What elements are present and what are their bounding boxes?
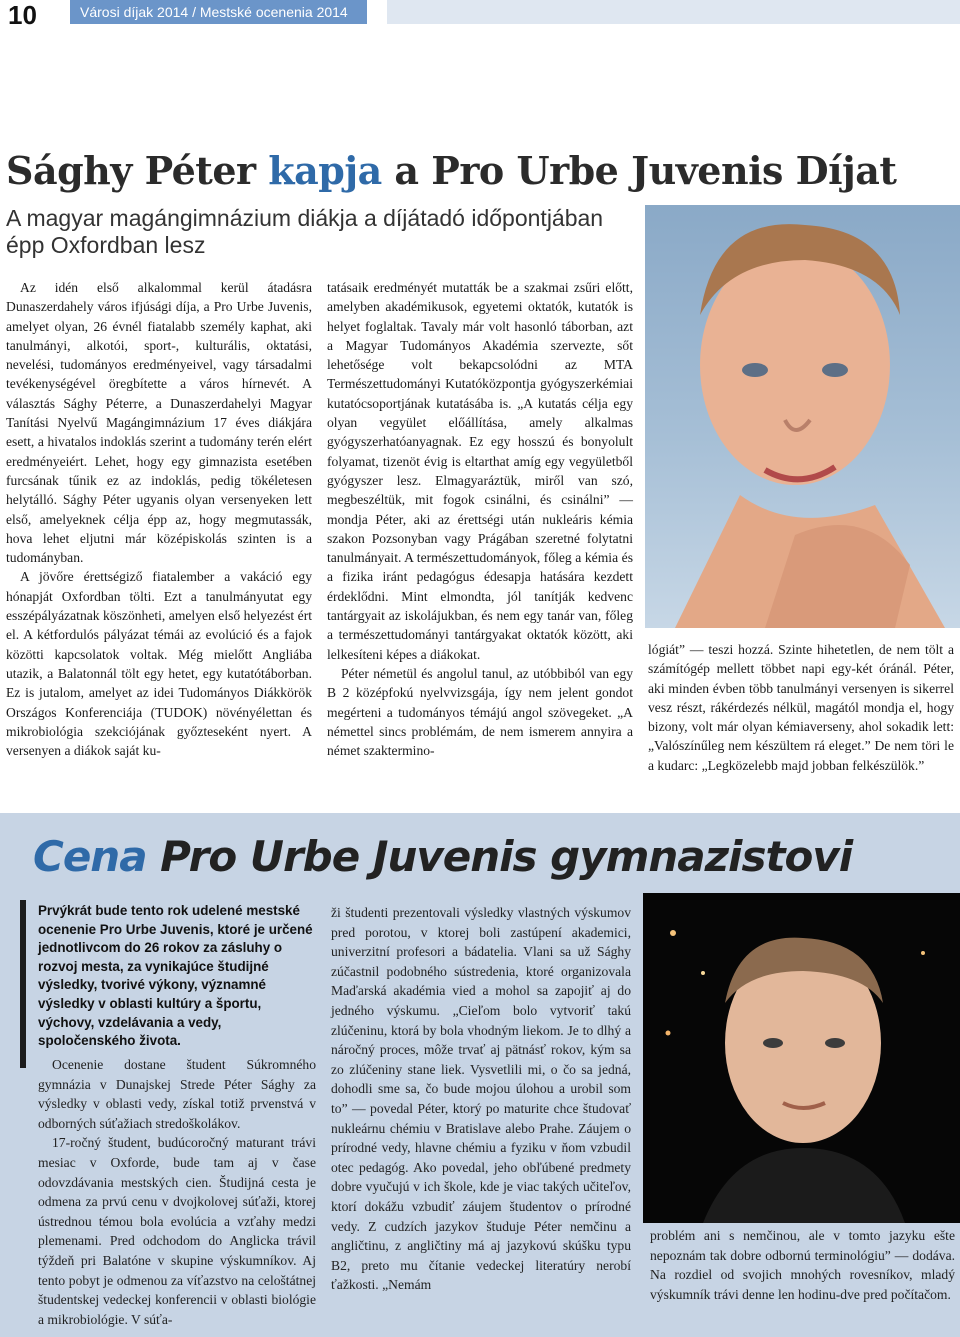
hu-col1-paragraph-1: Az idén első alkalommal kerül átadásra Dunaszerdahely város ifjúsági díja, a Pro Urbe Juvenis, amelyet olyan, 26 évnél fiatalabb személy kaphat, aki tanulmányi, alkotói, sport-, kulturális, oktatási, nevelési, tudományos eredményeivel, vagy társadalmi tevékenységével öregbítette a város hírnevét. A választás Sághy Péterre, a Dunaszerdahelyi Magyar Tanítási Nyelvű Magángimnázium 17 éves diákjára esett, a hivatalos indoklás szerint a tudomány terén elért eredményeiért. Lehet, hogy egy gimnazista esetében furcsának tűnik ez az indoklás, pedig tökéletesen helytálló. Sághy Péter ugyanis olyan versenyeken lett első, amelyeknek célja épp az, hogy megmutassák, hova lehet eljutni már középiskolás szinten is a tudományban.	[6, 280, 312, 566]
sk-column-3	[650, 1226, 955, 1304]
subheadline: A magyar magángimnázium diákja a díjátadó időpontjában épp Oxfordban lesz	[6, 205, 604, 258]
portrait-photo-night	[643, 893, 960, 1223]
lead-accent-bar	[20, 900, 26, 1068]
portrait-illustration	[645, 205, 960, 628]
hu-col1-paragraph-2: A jövőre érettségiző fiatalember a vakáció egy hónapját Oxfordban tölti. Ezt a tanulmányutat egy esszépályázatnak köszönheti, amelyen első helyezést ért el. A kétfordulós pályázat témái az evolúció és a fajok közötti kapcsolatok voltak. Még mielőtt Angliába utazik, a Balatonnál tölt egy hetet, egy kutatótáborban. Ez is jutalom, amelyet az idei Tudományos Diákkörök Országos Konferenciája (TUDOK) növényélettan és mikrobiológia szekciójának győzteseként nyert. A versenyen a diákok saját ku-	[6, 569, 312, 759]
headline	[6, 148, 958, 193]
slovak-headline-part-1: Cena	[33, 832, 147, 881]
header-band	[387, 0, 960, 24]
headline-part-1: Sághy Péter	[6, 148, 269, 193]
section-header: Városi díjak 2014 / Mestské ocenenia 2014	[70, 0, 367, 24]
sk-column-1	[38, 1055, 316, 1329]
hu-column-1	[6, 278, 312, 760]
slovak-headline	[33, 832, 933, 881]
slovak-lead: Prvýkrát bude tento rok udelené mestské ocenenie Pro Urbe Juvenis, ktoré je určené jednotlivcom do 26 rokov za zásluhy o rozvoj mesta, za vynikajúce študijné výsledky, tvorivé výkony, významné výsledky v oblasti kultúry a športu, výchovy, vzdelávania a vedy, spoločenského života.	[38, 903, 313, 1049]
headline-part-2: kapja	[268, 148, 382, 193]
slovak-headline-part-2: Pro Urbe Juvenis gymnazistovi	[146, 832, 853, 881]
sk-column-2	[331, 903, 631, 1295]
sk-col3-paragraph-1: problém ani s nemčinou, ale v tomto jazyku ešte nepoznám tak dobre odbornú terminológiu” — dodáva. Na rozdiel od svojich mnohých rovesníkov, mladý výskumník trávi denne len hodinu-dve pred počítačom.	[650, 1228, 955, 1302]
hu-column-2	[327, 278, 633, 760]
hu-col2-paragraph-2: Péter németül és angolul tanul, az utóbbiból van egy B 2 középfokú nyelvvizsgája, így nem jelent gondot megérteni a tudományos témájú angol szövegeket. „A némettel sincs problémám, de nem ismerem annyira a német szaktermino-	[327, 665, 633, 759]
portrait-photo	[645, 205, 960, 628]
page-number: 10	[8, 0, 37, 30]
headline-part-3: a Pro Urbe Juvenis Díjat	[381, 148, 897, 193]
hu-column-3	[648, 640, 954, 775]
hu-col3-paragraph-1: lógiát” — teszi hozzá. Szinte hihetetlen, de nem tölt a számítógép mellett többet napi egy-két óránál. Péter, aki minden évben több tanulmányi versenyen is sikerrel vesz részt, rákérdezés nélkül, magától mondja el, hogy bizony, volt már olyan kémiaverseny, ahol sokadik lett: „Valószínűleg nem készültem rá eleget.” De nem töri le a kudarc: „Legközelebb majd jobban felkészülök.”	[648, 642, 954, 773]
sk-col1-paragraph-1: Ocenenie dostane študent Súkromného gymnázia v Dunajskej Strede Péter Sághy za výsledky v oblasti vedy, získal totiž prvenstvá v odborných súťažiach stredoškolákov.	[38, 1057, 316, 1131]
night-portrait-illustration	[643, 893, 960, 1223]
sk-col1-paragraph-2: 17-ročný študent, budúcoročný maturant trávi mesiac v Oxforde, bude tam aj v čase odovzdávania mestských cien. Študijná cesta je odmena za prvú cenu v dvojkolovej súťaži, ktorej ústrednou témou bola evolúcia a vzťahy medzi plemenami. Pred odchodom do Anglicka trávil týždeň pri Balatóne v skupine výskumníkov. Aj tento pobyt je odmenou za víťazstvo na celoštátnej študentskej vedeckej konferencii v oblasti biológie a mikrobiológie. V súťa-	[38, 1135, 316, 1327]
sk-col2-paragraph-1: ži študenti prezentovali výsledky vlastných výskumov pred porotou, v ktorej boli zastúpení akademici, univerzitní profesori a bádatelia. Vlani sa už Sághy zúčastnil podobného sústredenia, ktoré organizovala Maďarská akadémia vied a mohol sa zapojiť aj do jedného výskumu. „Cieľom bolo vytvoriť takú zlúčeninu, ktorá by bola vhodným liekom. Je to dlhý a náročný proces, môže trvať aj pätnásť rokov, kým sa zo zlúčeniny stane liek. Vysvetlili mi, o čo sa jedná, dohodli sme sa, čo bude mojou úlohou a urobil som to” — povedal Péter, ktorý po maturite chce študovať nukleárnu chémiu v Bratislave alebo Prahe. Záujem o prírodné vedy, hlavne chémiu a fyziku v ňom vzbudil otec pedagóg. Ako povedal, jeho obľúbené predmety dobre vyučujú v ich škole, kde je viac takých učiteľov, ktorí dokážu vzbudiť záujem študentov o prírodné vedy. Z cudzích jazykov študuje Péter nemčinu a angličtinu, z angličtiny má aj jazykovú skúšku typu B2, preto mu čítanie vedeckej literatúry nerobí ťažkosti. „Nemám	[331, 905, 631, 1293]
hu-col2-paragraph-1: tatásaik eredményét mutatták be a szakmai zsűri előtt, amelyben akadémikusok, egyetemi oktatók, kutatók is helyet foglaltak. Tavaly már volt hasonló táborban, azt a Magyar Tudományos Akadémia szervezte, sőt lehetősége volt bekapcsolódni az MTA Természettudományi Kutatóközpontja gyógyszerkémiai kutatócsoportjának kutatásába is. „A kutatás célja egy olyan vegyület előállítása, amely alkalmas gyógyszerhatóanyagnak. Ez egy hosszú és bonyolult folyamat, tizenöt évig is eltarthat amíg egy vegyületből gyógyszer lesz. Elmagyaráztük, miről van szó, megbeszéltük, mit fogok csinálni, és csinálni” — mondja Péter, aki az érettségi után nukleáris kémia szakon Pozsonyban vagy Prágában szeretné folytatni tanulmányait. A természettudományok, főleg a kémia és a fizika iránt pedagógus édesapja hatására kezdett érdeklődni. Mint elmondta, jól tanítják kedvenc tantárgyait az iskolájukban, és nem egy tanár van, főleg a természettudományi tantárgyakat oktatók között, aki lelkesíteni képes a diákokat.	[327, 280, 633, 662]
